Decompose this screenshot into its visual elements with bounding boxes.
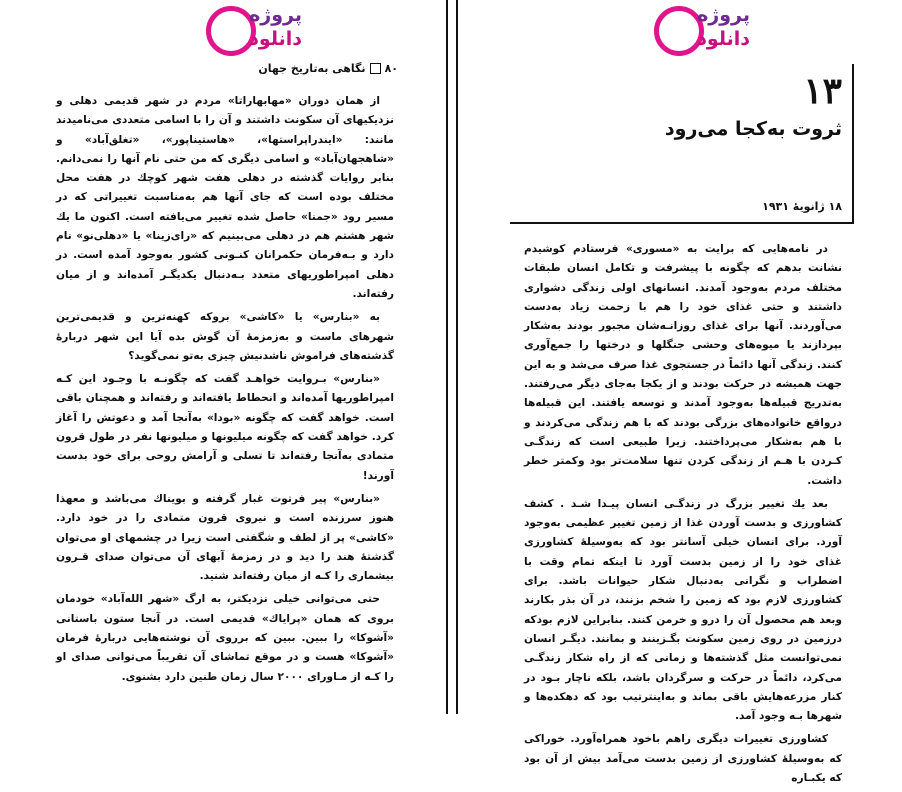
page-gutter <box>446 0 458 714</box>
chapter-header <box>510 64 854 224</box>
left-page <box>0 0 446 714</box>
paragraph: «بنارس» پیر فرتوت غبار گرفته و بویناك می‌باشد و معهذا هنوز سرزنده است و نیروی قرون متمادی را در خود دارد. «کاشی» پر از لطف و شگفتی است زیرا در چشمهای او می‌توان گذشتهٔ هند را دید و در زمزمهٔ آبهای آن می‌توان صدای قـرون بیشماری را کـه از میان رفته‌اند شنید. <box>56 492 394 583</box>
paragraph: «بنارس» بـروایت خواهـد گفت که چگونـه با وجـود این کـه امپراطوریها آمده‌اند و انحطاط یافته‌اند و رفته‌اند و همچنان باقی است. خواهد گفت که چگونه «بودا» به‌آنجا آمد و دعوتش را آغاز کرد. خواهد گفت که چگونه میلیونها و میلیونها نفر در طول قرون متمادی به‌آنجا رفته‌اند تا تسلی و آرامش روحی برای خود بدست آورند! <box>56 373 394 482</box>
chapter-title: ثروت به‌کجا می‌رود <box>664 118 842 140</box>
paragraph: کشاورزی تغییرات دیگری راهم باخود همراه‌آورد. خوراکی که به‌وسیلهٔ کشاورزی از زمین بدست می‌آمد بیش از آن بود که یکبـاره <box>524 733 842 785</box>
page-number: ۸۰ <box>384 62 398 75</box>
paragraph: به «بنارس» یا «کاشی» بروکه کهنه‌ترین و قدیمی‌ترین شهرهای ماست و به‌زمزمهٔ آن گوش بده آیا این شهر دربارهٔ گذشته‌های فراموش‌ ناشدنیش چیزی به‌تو نمی‌گوید؟ <box>56 311 394 362</box>
chapter-date: ۱۸ ژانویهٔ ۱۹۳۱ <box>762 200 842 213</box>
paragraph: از همان دوران «مهابهاراتا» مردم در شهر قدیمی دهلی و نزدیکیهای آن سکونت داشتند و آن را با اسامی متعددی می‌نامیدند مانند: «ایندراپراستها»، «هاستیناپور»، «تغلق‌آباد» و «شاهجهان‌آباد» و اسامی دیگری که من حتی نام آنها را نمی‌دانم. بنابر روایات گذشته در دهلی هفت شهر کوچك در هفت محل مختلف بوده است که جای آنها هم به‌مناسبت تغییراتی که در مسیر رود «جمنا» حاصل شده تغییر می‌یافته است. اکنون ما یك شهر هشتم هم در دهلی می‌بینیم که «رای‌زینا» یا «دهلی‌نو» نام دارد و بـه‌فرمان حکمرانان کنـونی کشور به‌وجود آمده است. در دهلی امپراطوریهای متعدد بـه‌دنبال یکدیگـر آمده‌اند و از میان رفته‌اند. <box>56 95 394 300</box>
left-body-text <box>56 92 394 691</box>
running-head <box>258 62 398 75</box>
logo-line-1: پروژه <box>249 4 302 26</box>
logo-line-1: پروژه <box>697 4 750 26</box>
paragraph: حتی می‌توانی خیلی نزدیکتر، به ارگ «شهر الله‌آباد» خودمان بروی که همان «پرایاك» قدیمی است. در آنجا ستون باستانی «آشوکا» را ببین. ببین که برروی آن نوشته‌هایی دربارهٔ فرمان «آشوکا» هست و در موقع تماشای آن تقریباً می‌توانی صدای او را کـه از مـاورای ۲۰۰۰ سال زمان طنین دارد بشنوی. <box>56 593 394 683</box>
paragraph: در نامه‌هایی که برایت به «مسوری» فرستادم کوشیدم نشانت بدهم که چگونه با پیشرفت و تکامل انسان طبقات مختلف مردم به‌وجود آمدند. انسانهای اولی زندگی دشواری داشتند و حتی غذای خود را هم با زحمت زیاد به‌دست می‌آوردند. آنها برای غذای روزانـه‌شان مجبور بودند به‌شکار بپردازند یا میوه‌های وحشی جنگلها و درختها را جمع‌آوری کنند. زندگی آنها دائماً در جستجوی غذا صرف می‌شد و به این جهت همیشه در حرکت بودند و از یکجا به‌جای دیگر می‌رفتند. به‌تدریج قبیله‌ها به‌وجود آمدند و توسعه یافتند. این قبیله‌ها درواقع خانواده‌های بزرگی بودند که با هم زندگی می‌کردند و با هم به‌شکار می‌پرداختند. زیرا طبیعی است که زندگـی کـردن با هـم از زندگی کردن تنها سلامت‌تر بود وکمتر خطر داشت. <box>524 243 842 487</box>
square-bullet-icon <box>370 63 381 74</box>
paragraph: بعد یك تغییر بزرگ در زندگـی انسان پیـدا شـد . کشف کشاورزی و بدست آوردن غذا از زمین تغییر عظیمی به‌وجود آورد. برای انسان خیلی آسانتر بود که به‌وسیلهٔ کشاورزی غذای خود را از زمین بدست آورد تا اینکه تمام وقت با اضطراب و نگرانی به‌دنبال شکار حیوانات باشد. برای کشاورزی لازم بود که زمین را شخم بزنند، در آن بذر بکارند وبعد هم محصول آن را درو و خرمن کنند. بنابراین لازم بودکه درزمین در روی زمین سکونت بگـزینند و بمانند. دیگـر انسان نمی‌توانست مثل گذشته‌ها و زمانی که از راه شکار زندگـی می‌کرد، دائماً در حرکت و سرگردان باشد، بلکه ناچار بـود در کنار مزرعه‌هایش باقی بماند و به‌اینترتیب بود که دهکده‌ها و شهرها بـه وجود آمد. <box>524 497 842 723</box>
logo-line-2: دانلود <box>697 28 750 50</box>
right-body-text <box>524 240 842 792</box>
right-page <box>458 0 902 785</box>
book-title: نگاهی به‌تاریخ جهان <box>258 62 366 75</box>
download-logo <box>648 2 754 60</box>
download-logo <box>200 2 306 60</box>
logo-line-2: دانلود <box>249 28 302 50</box>
chapter-number: ۱۳ <box>803 70 842 112</box>
